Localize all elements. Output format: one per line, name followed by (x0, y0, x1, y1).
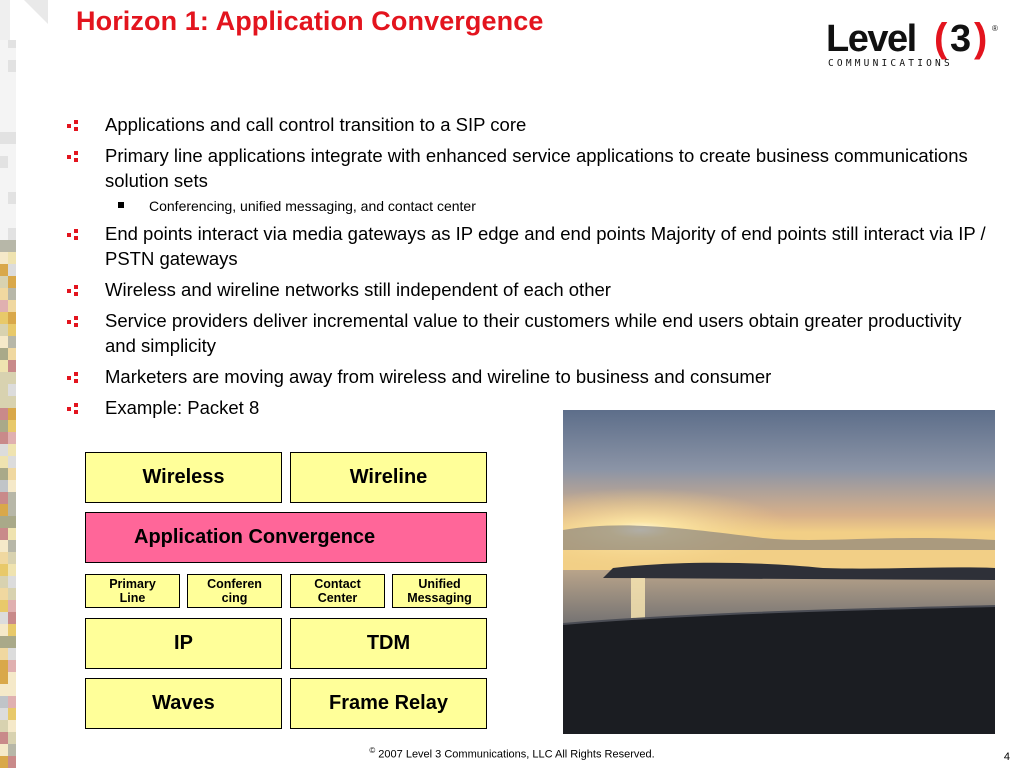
bullet-marker-icon (67, 372, 81, 384)
footer-copyright (0, 746, 1024, 761)
bullet-item (64, 143, 994, 193)
mosaic-tile (0, 456, 8, 468)
diagram-box-primary-line (85, 574, 180, 608)
mosaic-tile (8, 732, 16, 744)
mosaic-tile (8, 564, 16, 576)
mosaic-tile (0, 648, 8, 660)
bullet-text: Service providers deliver incremental value to their customers while end users obtain greater productivity and simplicity (105, 310, 962, 356)
mosaic-tile (8, 696, 16, 708)
mosaic-tile (0, 96, 8, 108)
mosaic-tile (0, 60, 8, 72)
mosaic-tile (0, 72, 8, 84)
logo-number: 3 (950, 18, 972, 60)
diagram-box-ip: IP (85, 618, 282, 669)
mosaic-tile (0, 504, 8, 516)
mosaic-tile (0, 600, 8, 612)
logo-paren-close: ) (974, 16, 988, 60)
mosaic-tile (0, 240, 8, 252)
mosaic-tile (8, 96, 16, 108)
box-line: cing (221, 591, 248, 605)
mosaic-tile (0, 672, 8, 684)
diagram-box-application-convergence: Application Convergence (85, 512, 487, 563)
mosaic-tile (8, 228, 16, 240)
mosaic-tile (0, 252, 8, 264)
mosaic-tile (0, 312, 8, 324)
mosaic-tile (0, 684, 8, 696)
mosaic-tile (0, 432, 8, 444)
mosaic-tile (0, 216, 8, 228)
mosaic-tile (8, 504, 16, 516)
mosaic-tile (8, 552, 16, 564)
bullet-item (64, 364, 994, 389)
mosaic-tile (8, 132, 16, 144)
mosaic-tile (0, 540, 8, 552)
bullet-text: Applications and call control transition to a SIP core (105, 114, 527, 135)
mosaic-tile (8, 396, 16, 408)
mosaic-tile (8, 384, 16, 396)
copyright-symbol: © (369, 746, 376, 755)
mosaic-tile (8, 684, 16, 696)
bullet-text: End points interact via media gateways as IP edge and end points Majority of end points still interact via IP / PSTN gateways (105, 223, 986, 269)
mosaic-tile (0, 396, 8, 408)
mosaic-tile (8, 312, 16, 324)
mosaic-tile (0, 528, 8, 540)
mosaic-tile (8, 612, 16, 624)
bullet-marker-icon (67, 316, 81, 328)
mosaic-tile (8, 516, 16, 528)
mosaic-tile (0, 660, 8, 672)
mosaic-tile (8, 588, 16, 600)
mosaic-tile (0, 420, 8, 432)
mosaic-tile (0, 732, 8, 744)
mosaic-tile (0, 696, 8, 708)
mosaic-tile (8, 60, 16, 72)
mosaic-tile (8, 708, 16, 720)
corner-fold-decoration (0, 0, 48, 40)
mosaic-tile (0, 480, 8, 492)
level3-logo (826, 16, 1004, 72)
mosaic-tile (0, 228, 8, 240)
mosaic-tile (8, 252, 16, 264)
mosaic-tile (0, 300, 8, 312)
mosaic-tile (8, 672, 16, 684)
mosaic-tile (8, 180, 16, 192)
mosaic-tile (8, 276, 16, 288)
mosaic-tile (0, 564, 8, 576)
box-line: Conferen (207, 577, 262, 591)
bullet-text: Wireless and wireline networks still independent of each other (105, 279, 611, 300)
diagram-box-tdm: TDM (290, 618, 487, 669)
mosaic-tile (8, 324, 16, 336)
diagram-box-conferencing (187, 574, 282, 608)
mosaic-tile (8, 240, 16, 252)
mosaic-tile (0, 348, 8, 360)
slide-title: Horizon 1: Application Convergence (76, 6, 544, 36)
bullet-item (64, 112, 994, 137)
bullet-item (64, 308, 994, 358)
bullet-text: Marketers are moving away from wireless and wireline to business and consumer (105, 366, 772, 387)
mosaic-tile (8, 720, 16, 732)
mosaic-tile (0, 324, 8, 336)
mosaic-tile (8, 84, 16, 96)
mosaic-tile (8, 216, 16, 228)
mosaic-tile (8, 336, 16, 348)
mosaic-tile (0, 612, 8, 624)
mosaic-tile (8, 48, 16, 60)
bullet-marker-icon (67, 403, 81, 415)
mosaic-tile (0, 48, 8, 60)
mosaic-tile (0, 180, 8, 192)
diagram-box-wireless: Wireless (85, 452, 282, 503)
bullet-text: Primary line applications integrate with enhanced service applications to create business communications solution sets (105, 145, 968, 191)
mosaic-tile (8, 156, 16, 168)
mosaic-tile (8, 600, 16, 612)
sub-bullet-text: Conferencing, unified messaging, and contact center (149, 198, 476, 214)
logo-registered-mark: ® (992, 24, 998, 33)
mosaic-tile (0, 624, 8, 636)
mosaic-tile (8, 108, 16, 120)
mosaic-tile (0, 132, 8, 144)
mosaic-tile (0, 720, 8, 732)
mosaic-tile (8, 168, 16, 180)
box-line: Messaging (407, 591, 472, 605)
mosaic-tile (8, 648, 16, 660)
logo-word: Level (826, 18, 916, 60)
page-number: 4 (1003, 751, 1010, 763)
decorative-mosaic-strip (0, 0, 16, 768)
mosaic-tile (0, 336, 8, 348)
bullet-list (64, 112, 994, 426)
mosaic-tile (0, 276, 8, 288)
mosaic-tile (0, 408, 8, 420)
mosaic-tile (8, 576, 16, 588)
mosaic-tile (0, 708, 8, 720)
mosaic-tile (0, 576, 8, 588)
mosaic-tile (8, 624, 16, 636)
mosaic-tile (8, 204, 16, 216)
diagram-box-contact-center (290, 574, 385, 608)
mosaic-tile (8, 144, 16, 156)
mosaic-tile (8, 360, 16, 372)
diagram-box-unified-messaging (392, 574, 487, 608)
mosaic-tile (0, 492, 8, 504)
mosaic-tile (0, 552, 8, 564)
logo-subtitle: COMMUNICATIONS (828, 58, 953, 69)
diagram-box-frame-relay: Frame Relay (290, 678, 487, 729)
mosaic-tile (0, 156, 8, 168)
bullet-marker-icon (67, 120, 81, 132)
mosaic-tile (0, 360, 8, 372)
bullet-marker-icon (67, 229, 81, 241)
mosaic-tile (8, 372, 16, 384)
mosaic-tile (8, 444, 16, 456)
mosaic-tile (8, 420, 16, 432)
square-bullet-icon (118, 202, 124, 208)
mosaic-tile (8, 192, 16, 204)
mosaic-tile (8, 408, 16, 420)
mosaic-tile (8, 300, 16, 312)
mosaic-tile (8, 636, 16, 648)
mosaic-tile (0, 264, 8, 276)
mosaic-tile (8, 468, 16, 480)
mosaic-tile (0, 444, 8, 456)
mosaic-tile (0, 120, 8, 132)
mosaic-tile (0, 204, 8, 216)
mosaic-tile (8, 456, 16, 468)
box-line: Contact (314, 577, 361, 591)
mosaic-tile (0, 636, 8, 648)
mosaic-tile (8, 492, 16, 504)
mosaic-tile (0, 168, 8, 180)
mosaic-tile (0, 516, 8, 528)
mosaic-tile (0, 588, 8, 600)
mosaic-tile (0, 288, 8, 300)
mosaic-tile (0, 144, 8, 156)
mosaic-tile (8, 72, 16, 84)
diagram-box-wireline: Wireline (290, 452, 487, 503)
bullet-text: Example: Packet 8 (105, 397, 260, 418)
mosaic-tile (0, 192, 8, 204)
mosaic-tile (8, 432, 16, 444)
sub-bullet-item (64, 197, 994, 215)
mosaic-tile (8, 480, 16, 492)
box-line: Line (119, 591, 146, 605)
box-line: Unified (418, 577, 461, 591)
box-line: Center (317, 591, 358, 605)
mosaic-tile (0, 84, 8, 96)
bullet-item (64, 221, 994, 271)
box-line: Primary (109, 577, 156, 591)
mosaic-tile (8, 348, 16, 360)
mosaic-tile (8, 660, 16, 672)
bullet-marker-icon (67, 151, 81, 163)
bullet-item (64, 277, 994, 302)
mosaic-tile (8, 528, 16, 540)
mosaic-tile (0, 372, 8, 384)
mosaic-tile (8, 120, 16, 132)
mosaic-tile (0, 384, 8, 396)
copyright-text: 2007 Level 3 Communications, LLC All Rights Reserved. (378, 748, 655, 761)
diagram-box-waves: Waves (85, 678, 282, 729)
sunset-beach-photo (563, 410, 995, 734)
mosaic-tile (8, 540, 16, 552)
bullet-marker-icon (67, 285, 81, 297)
mosaic-tile (0, 108, 8, 120)
mosaic-tile (8, 288, 16, 300)
mosaic-tile (0, 468, 8, 480)
logo-paren-open: ( (934, 16, 948, 60)
mosaic-tile (8, 264, 16, 276)
